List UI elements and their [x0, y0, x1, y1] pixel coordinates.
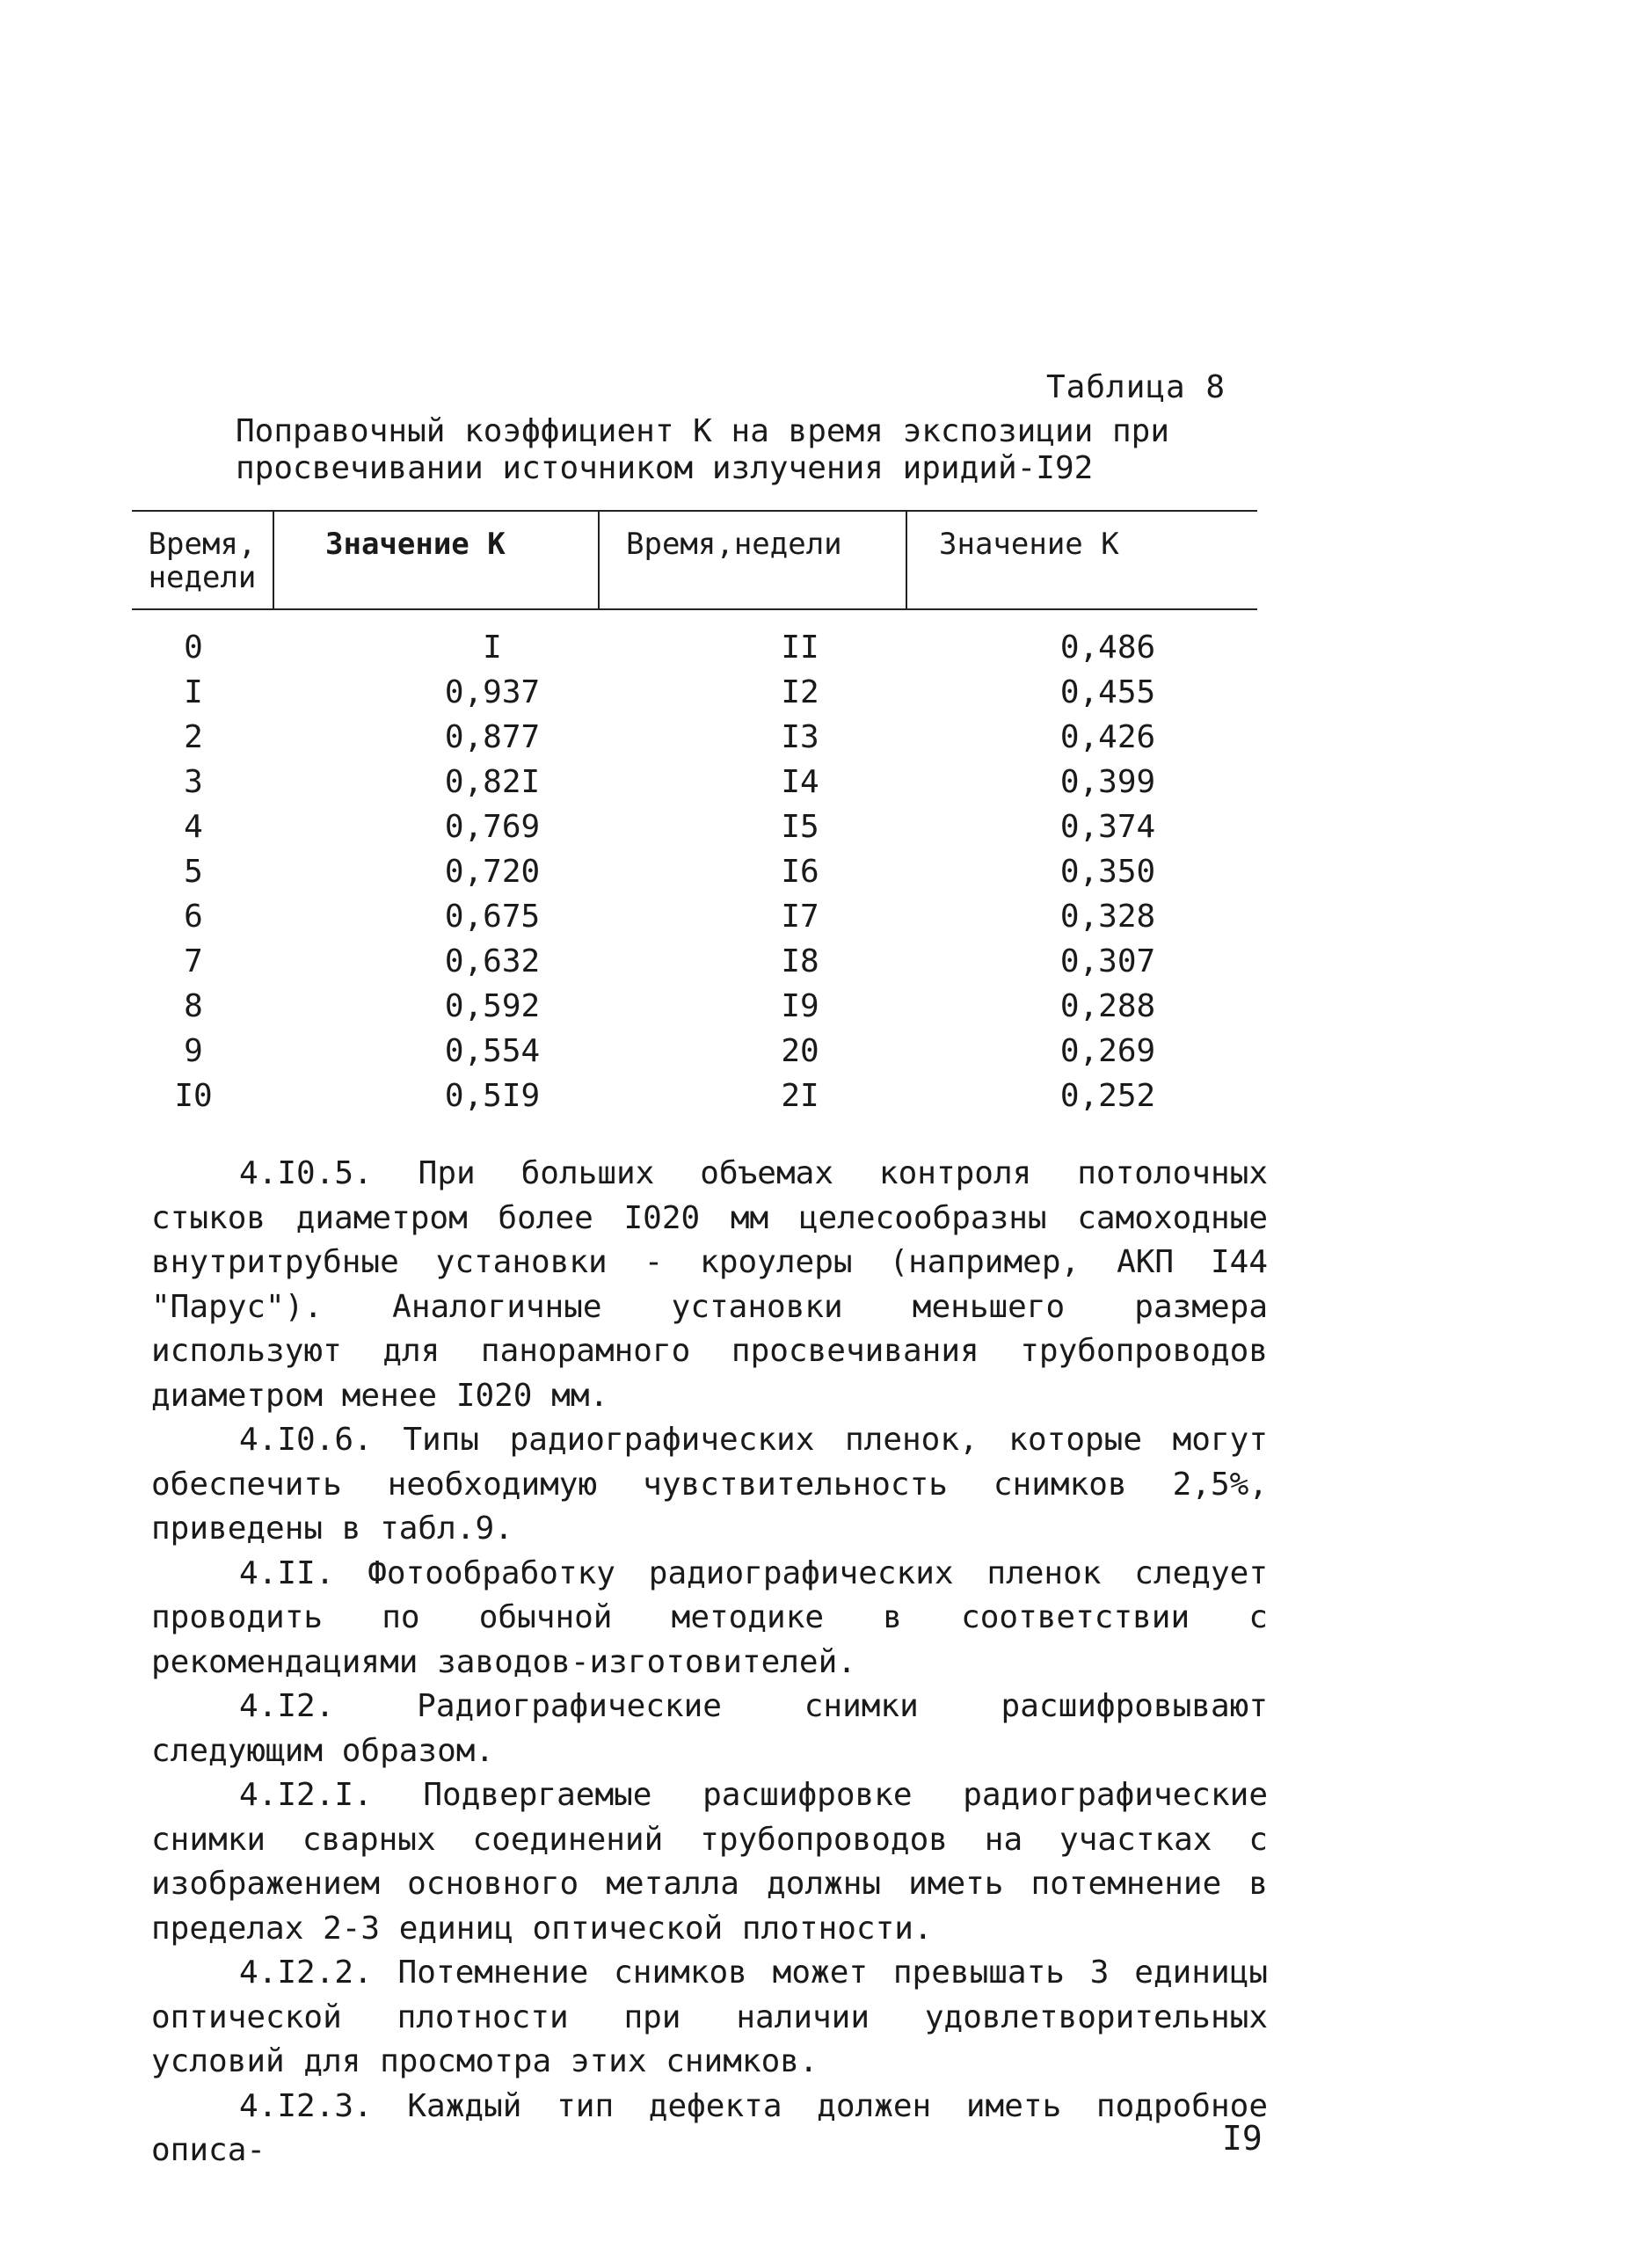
table-cell: 7 [184, 943, 203, 979]
table-cell: 8 [184, 988, 203, 1024]
table-cell: 0,269 [1059, 1033, 1156, 1069]
table-row [132, 1033, 1257, 1078]
table-cell: 0,426 [1059, 719, 1156, 755]
table-cell: 9 [184, 1033, 203, 1069]
table-cell: 0,632 [444, 943, 541, 979]
table-caption [236, 413, 1247, 487]
table-row [132, 719, 1257, 764]
table-cell: 0,288 [1059, 988, 1156, 1024]
table-header [132, 510, 1257, 610]
paragraph: 4.I2.3. Каждый тип дефекта должен иметь подробное описа- [151, 2087, 1268, 2168]
paragraph: 4.I2.2. Потемнение снимков может превышать 3 единицы оптической плотности при наличии удовлетворительных условий для просмотра этих снимков. [151, 1955, 1268, 2079]
table-cell: I2 [781, 674, 819, 710]
table-caption-line: Поправочный коэффициент К на время экспозиции при [236, 413, 1170, 449]
paragraph: 4.I0.5. При больших объемах контроля потолочных стыков диаметром более I020 мм целесообразны самоходные внутритрубные установки - кроулеры (например, АКП I44 "Парус"). Аналогичные установки меньшего размера используют для панорамного просвечивания трубопроводов диаметром менее I020 мм. [151, 1155, 1268, 1414]
table-cell: I6 [781, 854, 819, 890]
header-time-weeks: Время, недели [148, 527, 257, 595]
table-cell: 2I [781, 1078, 819, 1114]
table-cell: 0,937 [444, 674, 541, 710]
table-cell: I0 [174, 1078, 213, 1114]
table-cell: 0,554 [444, 1033, 541, 1069]
table-cell: 0,720 [444, 854, 541, 890]
table-row [132, 899, 1257, 943]
header-k-value-2: Значение К [939, 527, 1119, 562]
table-row [132, 809, 1257, 854]
table-cell: 0,486 [1059, 630, 1156, 666]
table-cell: 2 [184, 719, 203, 755]
table-cell: 0,399 [1059, 764, 1156, 800]
table-row [132, 854, 1257, 899]
table-cell: 4 [184, 809, 203, 845]
table-cell: I9 [781, 988, 819, 1024]
table-cell: II [781, 630, 819, 666]
table-cell: 0,307 [1059, 943, 1156, 979]
header-time-weeks-2: Время,недели [626, 527, 842, 562]
table-body [132, 630, 1257, 1123]
page-number: I9 [1222, 2119, 1263, 2158]
table-cell: 3 [184, 764, 203, 800]
paragraph: 4.II. Фотообработку радиографических пленок следует проводить по обычной методике в соответствии с рекомендациями заводов-изготовителей. [151, 1554, 1268, 1680]
table-cell: 0,328 [1059, 899, 1156, 935]
body-text [151, 1152, 1268, 2173]
table-cell: I5 [781, 809, 819, 845]
table-cell: I4 [781, 764, 819, 800]
table-cell: 0,769 [444, 809, 541, 845]
table-cell: 0,82I [444, 764, 541, 800]
paragraph: 4.I0.6. Типы радиографических пленок, которые могут обеспечить необходимую чувствительность снимков 2,5%, приведены в табл.9. [151, 1422, 1268, 1547]
table-cell: 0,877 [444, 719, 541, 755]
table-cell: 0,374 [1059, 809, 1156, 845]
table-cell: I7 [781, 899, 819, 935]
correction-coefficient-table [132, 510, 1257, 1123]
table-cell: 5 [184, 854, 203, 890]
table-cell: 0,252 [1059, 1078, 1156, 1114]
table-cell: I [483, 630, 502, 666]
paragraph: 4.I2.I. Подвергаемые расшифровке радиографические снимки сварных соединений трубопроводов на участках с изображением основного металла должны иметь потемнение в пределах 2-3 единиц оптической плотности. [151, 1777, 1268, 1947]
table-row [132, 1078, 1257, 1123]
table-cell: 0,455 [1059, 674, 1156, 710]
table-cell: 6 [184, 899, 203, 935]
table-cell: 0 [184, 630, 203, 666]
table-cell: 20 [781, 1033, 819, 1069]
table-cell: I3 [781, 719, 819, 755]
table-cell: 0,5I9 [444, 1078, 541, 1114]
table-row [132, 943, 1257, 988]
table-cell: 0,675 [444, 899, 541, 935]
table-row [132, 674, 1257, 719]
table-row [132, 988, 1257, 1033]
table-cell: 0,350 [1059, 854, 1156, 890]
table-row [132, 764, 1257, 809]
table-cell: I8 [781, 943, 819, 979]
header-k-value: Значение К [325, 527, 506, 562]
table-caption-line: просвечивании источником излучения иридий-I92 [236, 450, 1094, 486]
table-cell: I [184, 674, 203, 710]
table-number: Таблица 8 [1046, 369, 1226, 405]
paragraph: 4.I2. Радиографические снимки расшифровывают следующим образом. [151, 1688, 1268, 1769]
table-cell: 0,592 [444, 988, 541, 1024]
table-row [132, 630, 1257, 674]
